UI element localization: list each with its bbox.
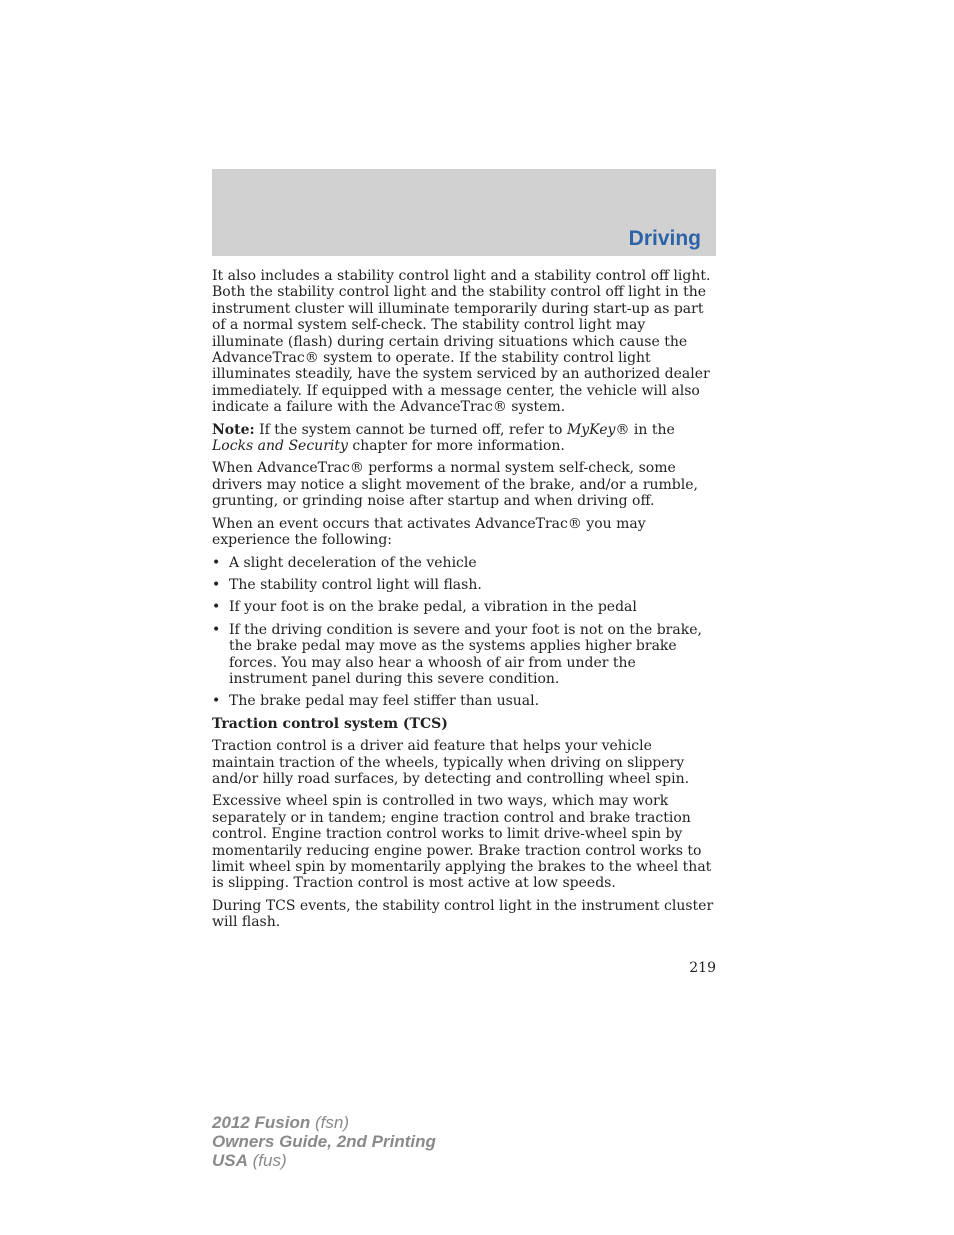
footer-guide: Owners Guide, 2nd Printing (212, 1132, 436, 1151)
footer-line-guide (212, 1132, 436, 1151)
paragraph-stability-light: It also includes a stability control light and a stability control off light. Both the stability control light and the stability control off light in the instrument cluster will illuminate temporarily during start-up as part of a normal system self-check. The stability control light may illuminate (flash) during certain driving situations which cause the AdvanceTrac® system to operate. If the stability control light illuminates steadily, have the system serviced by an authorized dealer immediately. If equipped with a message center, the vehicle will also indicate a failure with the AdvanceTrac® system. (212, 268, 711, 416)
tcs-heading: Traction control system (TCS) (212, 715, 448, 732)
list-item (212, 622, 717, 688)
locks-security-reference: Locks and Security (212, 438, 348, 455)
bullet-icon: • (212, 576, 221, 593)
list-item-text: The brake pedal may feel stiffer than usual. (229, 693, 540, 710)
page-content (212, 268, 717, 937)
page-number: 219 (689, 960, 716, 976)
footer (212, 1113, 436, 1170)
footer-model: 2012 Fusion (212, 1113, 311, 1132)
list-item-text: The stability control light will flash. (229, 576, 482, 593)
bullet-icon: • (212, 554, 221, 571)
bullet-icon: • (212, 693, 221, 710)
footer-line-region (212, 1151, 436, 1170)
list-item-text: If your foot is on the brake pedal, a vibration in the pedal (229, 599, 637, 616)
mykey-reference: MyKey® (566, 421, 630, 438)
footer-line-model (212, 1113, 436, 1132)
paragraph-self-check: When AdvanceTrac® performs a normal system self-check, some drivers may notice a slight movement of the brake, and/or a rumble, grunting, or grinding noise after startup and when driving off. (212, 460, 698, 510)
paragraph-wheel-spin: Excessive wheel spin is controlled in two ways, which may work separately or in tandem; engine traction control and brake traction control. Engine traction control works to limit drive-wheel spin by momentarily reducing engine power. Brake traction control works to limit wheel spin by momentarily applying the brakes to the wheel that is slipping. Traction control is most active at low speeds. (212, 793, 712, 892)
note-text: chapter for more information. (347, 438, 565, 455)
section-title: Driving (628, 227, 701, 250)
bullet-icon: • (212, 621, 221, 638)
section-header-band (212, 169, 716, 256)
note-text: If the system cannot be turned off, refer to (254, 421, 567, 438)
paragraph-tcs-intro: Traction control is a driver aid feature that helps your vehicle maintain traction of the wheels, typically when driving on slippery and/or hilly road surfaces, by detecting and controlling wheel spin. (212, 738, 690, 787)
note-label: Note: (212, 421, 255, 438)
bullet-icon: • (212, 599, 221, 616)
note-paragraph (212, 422, 717, 455)
list-item (212, 693, 717, 709)
footer-model-code: (fsn) (310, 1113, 349, 1132)
paragraph-tcs-events: During TCS events, the stability control light in the instrument cluster will flash. (212, 897, 714, 931)
footer-region: USA (212, 1151, 248, 1170)
list-item (212, 577, 717, 593)
footer-region-code: (fus) (247, 1151, 287, 1170)
note-text: in the (629, 421, 675, 438)
list-item (212, 599, 717, 615)
list-item-text: A slight deceleration of the vehicle (229, 554, 477, 571)
list-item-text: If the driving condition is severe and your foot is not on the brake, the brake pedal may move as the systems applies higher brake forces. You may also hear a whoosh of air from under the instrument panel during this severe condition. (229, 621, 702, 687)
paragraph-event: When an event occurs that activates AdvanceTrac® you may experience the following: (212, 515, 646, 549)
bullet-list (212, 555, 717, 710)
list-item (212, 555, 717, 571)
